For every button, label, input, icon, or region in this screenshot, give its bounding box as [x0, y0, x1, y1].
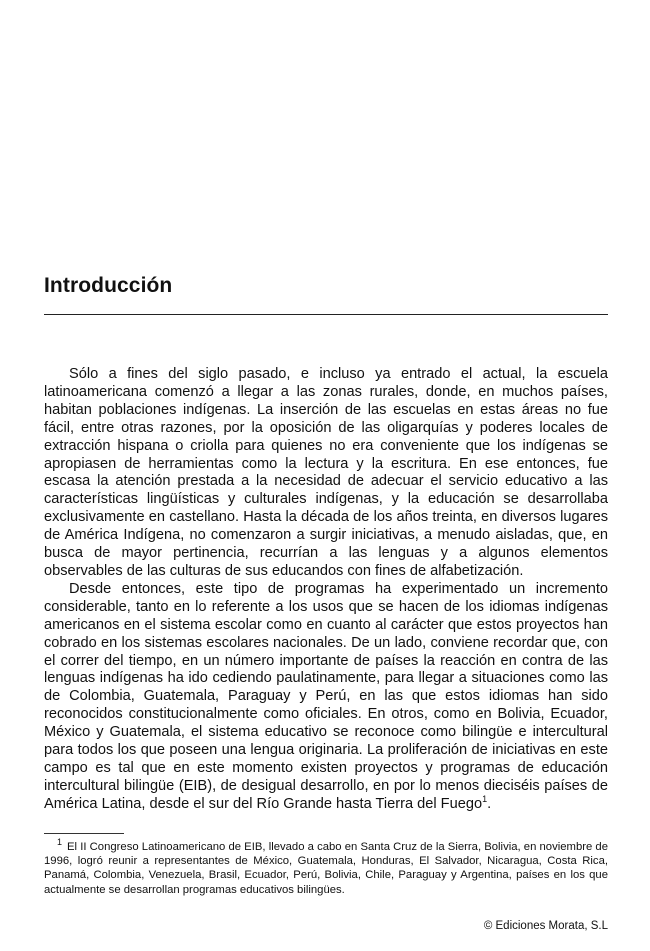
body-text [44, 366, 608, 814]
paragraph-2-text: Desde entonces, este tipo de programas ha experimentado un incremento considerable, tanto en lo referente a los usos que se hacen de los idiomas indígenas americanos en el sistema escolar como en cuanto al carácter que estos proyectos han cobrado en los sistemas escolares nacionales. De un lado, conviene recordar que, con el correr del tiempo, en un número importante de países la reacción en contra de las lenguas indígenas ha ido cediendo paulatinamente, para llegar a situaciones como las de Colombia, Guatemala, Paraguay y Perú, en las que estos idiomas han sido reconocidos constitucionalmente como oficiales. En otros, como en Bolivia, Ecuador, México y Guatemala, el sistema educativo se reconoce como bilingüe e intercultural para todos los que poseen una lengua originaria. La proliferación de iniciativas en este campo es tal que en este momento existen proyectos y programas de educación intercultural bilingüe (EIB), de desigual desarrollo, en por lo menos dieciséis países de América Latina, desde el sur del Río Grande hasta Tierra del Fuego [44, 580, 608, 812]
publisher-credit: © Ediciones Morata, S.L [483, 920, 608, 932]
paragraph-1-text: Sólo a fines del siglo pasado, e incluso ya entrado el actual, la escuela latinoamericana comenzó a llegar a las zonas rurales, donde, en muchos países, habitan poblaciones indígenas. La inserción de las escuelas en estas áreas no fue fácil, entre otras razones, por la oposición de las oligarquías y poderes locales de extracción hispana o criolla para quienes no era conveniente que los indígenas se apropiasen de herramientas como la lectura y la escritura. En ese entonces, fue escasa la atención prestada a la necesidad de adecuar el servicio educativo a las características lingüísticas y culturales indígenas, y la educación se desarrollaba exclusivamente en castellano. Hasta la década de los años treinta, en diversos lugares de América Indígena, no comenzaron a surgir iniciativas, a menudo aisladas, que, en busca de mayor pertinencia, recurrían a las lenguas y a algunos elementos observables de las culturas de sus educandos con fines de alfabetización. [44, 366, 608, 579]
chapter-title: Introducción [44, 274, 173, 297]
footnote-number: 1 [57, 837, 63, 848]
paragraph-1 [44, 366, 608, 581]
footnote-divider [44, 833, 124, 834]
footnote [44, 837, 608, 897]
paragraph-2 [44, 581, 608, 814]
paragraph-2-end: . [487, 795, 492, 812]
footnote-text: El II Congreso Latinoamericano de EIB, llevado a cabo en Santa Cruz de la Sierra, Bolivia, en noviembre de 1996, logró reunir a representantes de México, Guatemala, Honduras, El Salvador, Nicaragua, Costa Rica, Panamá, Colombia, Venezuela, Brasil, Ecuador, Perú, Bolivia, Chile, Paraguay y Argentina, países en los que actualmente se desarrollan programas educativos bilingües. [44, 841, 608, 896]
title-divider [44, 314, 608, 315]
footnote-reference[interactable]: 1 [482, 793, 488, 804]
